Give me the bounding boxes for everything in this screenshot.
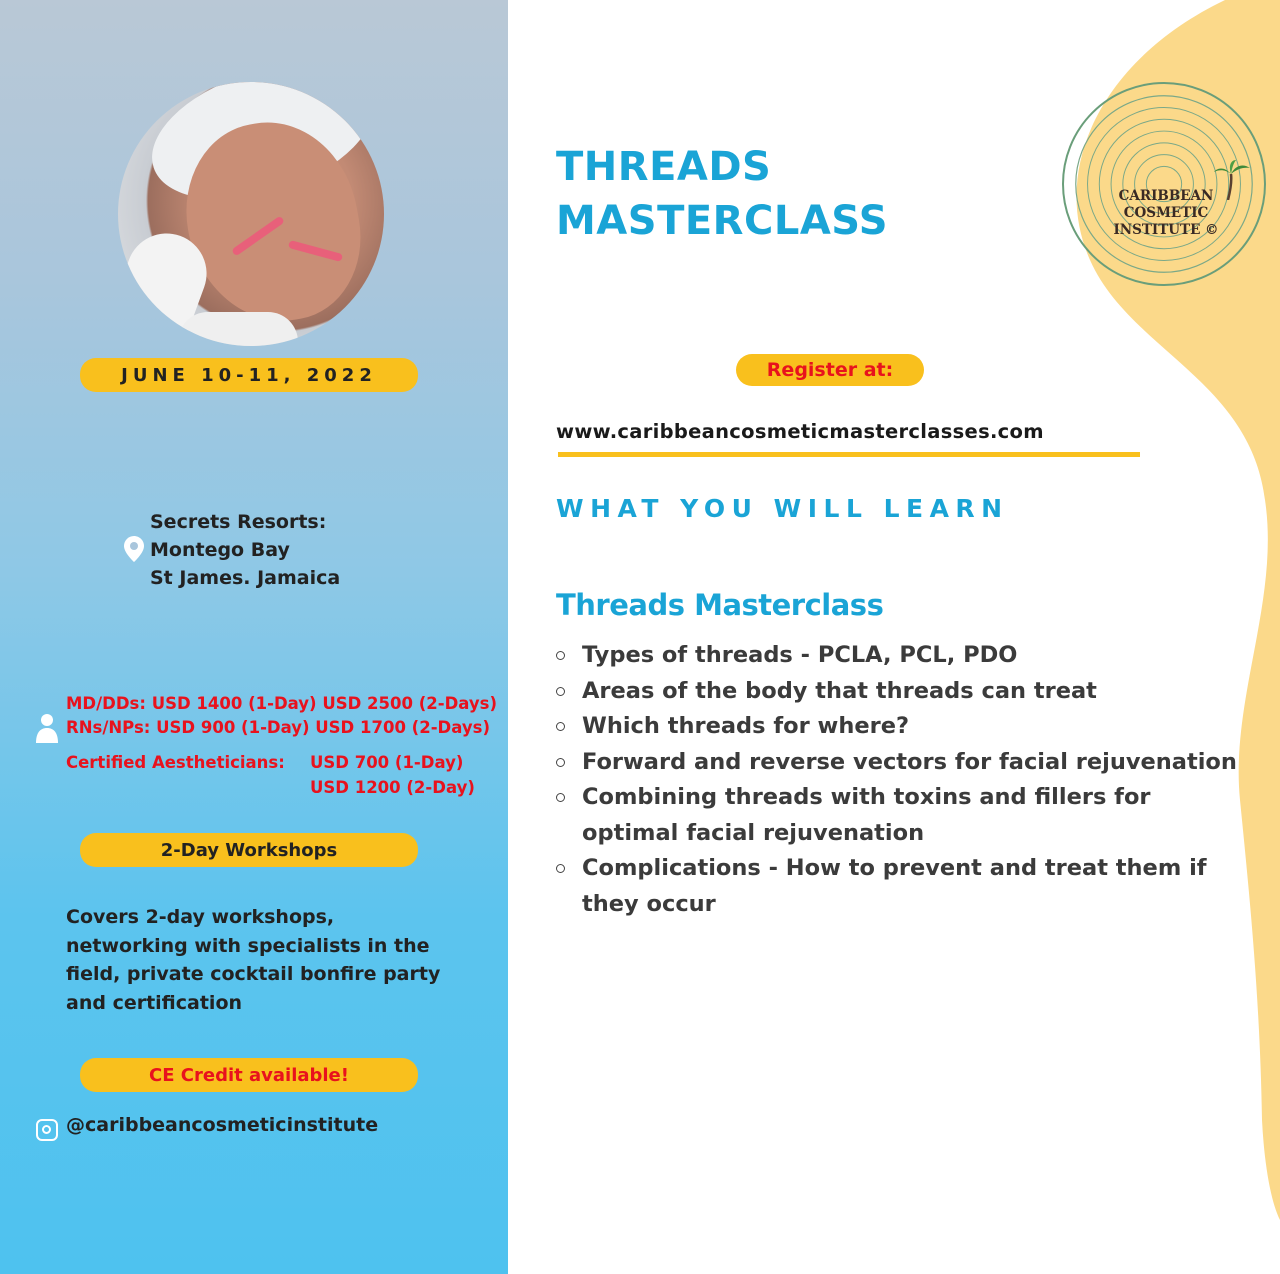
treatment-photo [118,82,384,346]
location-line-venue: Secrets Resorts: [150,511,327,533]
learn-heading: WHAT YOU WILL LEARN [556,494,1009,523]
title-line-1: THREADS [556,144,772,190]
logo-text [1078,188,1254,239]
user-icon [36,713,58,743]
url-underline [558,452,1140,457]
page-title [556,140,888,248]
title-line-2: MASTERCLASS [556,198,889,244]
left-panel [0,0,508,1274]
workshop-badge: 2-Day Workshops [80,833,418,867]
bullet-icon [556,864,565,873]
registration-url-link[interactable]: www.caribbeancosmeticmasterclasses.com [556,420,1044,443]
bullet-icon [556,651,565,660]
ce-credit-badge: CE Credit available! [80,1058,418,1092]
bullet-icon [556,793,565,802]
pricing-list [66,692,497,740]
cert-price-2day: USD 1200 (2-Day) [310,778,475,797]
list-item: Areas of the body that threads can treat [556,674,1246,710]
cert-label: Certified Aestheticians: [66,753,285,772]
instagram-handle[interactable]: @caribbeancosmeticinstitute [66,1114,379,1136]
price-row-rn: RNs/NPs: USD 900 (1-Day) USD 1700 (2-Days) [66,718,490,737]
list-item: Types of threads - PCLA, PCL, PDO [556,638,1246,674]
event-location [150,508,340,592]
covers-description: Covers 2-day workshops, networking with specialists in the field, private cocktail bonfire party and certification [66,906,441,1014]
bullet-icon [556,722,565,731]
bullet-icon [556,758,565,767]
instagram-icon[interactable] [36,1119,58,1141]
location-line-region: St James. Jamaica [150,567,341,589]
institute-logo [1062,82,1266,286]
location-line-city: Montego Bay [150,539,290,561]
register-badge: Register at: [736,354,924,386]
course-subheading: Threads Masterclass [556,588,884,622]
logo-line-1: CARIBBEAN COSMETIC [1118,188,1214,221]
logo-line-2: INSTITUTE © [1113,222,1219,238]
cert-price-1day: USD 700 (1-Day) [310,753,464,772]
bullet-icon [556,687,565,696]
location-pin-icon [124,536,144,562]
price-row-md: MD/DDs: USD 1400 (1-Day) USD 2500 (2-Days) [66,694,498,713]
list-item: Complications - How to prevent and treat them if they occur [556,851,1246,922]
list-item: Forward and reverse vectors for facial rejuvenation [556,745,1246,781]
cert-prices [310,750,475,800]
learning-list [556,638,1246,922]
date-badge: JUNE 10-11, 2022 [80,358,418,392]
list-item: Which threads for where? [556,709,1246,745]
list-item: Combining threads with toxins and fillers for optimal facial rejuvenation [556,780,1246,851]
